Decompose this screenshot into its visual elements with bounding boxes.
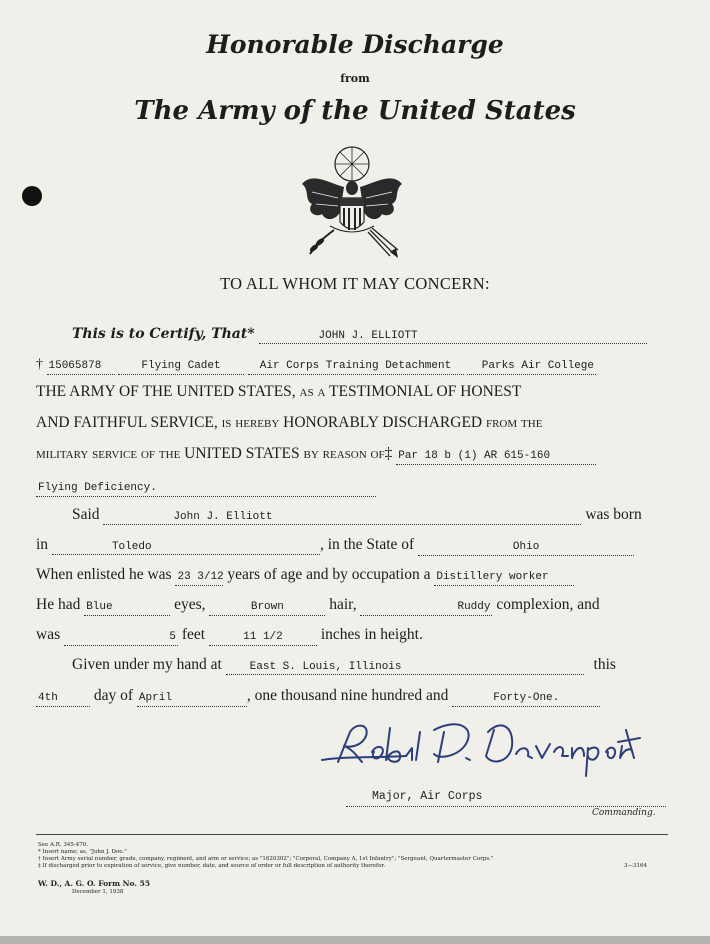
certify-line xyxy=(72,325,647,344)
appearance-line xyxy=(36,596,600,616)
said-line xyxy=(72,506,642,525)
was-born-label: was born xyxy=(585,506,642,523)
occupation-label: years of age and by occupation a xyxy=(227,566,431,583)
title-army-of-united-states: The Army of the United States xyxy=(134,96,576,126)
said-label: Said xyxy=(72,506,100,523)
eyes-label: eyes, xyxy=(174,596,206,613)
reason-value-2: Flying Deficiency. xyxy=(36,481,376,497)
month-value: April xyxy=(137,691,247,707)
reason-value: Par 18 b (1) AR 615-160 xyxy=(396,449,596,465)
inches-value: 11 1/2 xyxy=(209,630,317,646)
date-line xyxy=(36,687,600,707)
footnote-1: * Insert name; as, "John J. Doe." xyxy=(38,849,127,855)
title-from: from xyxy=(340,72,370,85)
paragraph-line-1: THE ARMY OF THE UNITED STATES, as a TESTIMONIAL OF HONEST xyxy=(36,383,522,400)
salutation: TO ALL WHOM IT MAY CONCERN: xyxy=(220,274,490,293)
unit: Air Corps Training Detachment xyxy=(248,359,464,375)
birth-city: Toledo xyxy=(52,540,320,555)
footer-rule xyxy=(36,834,668,835)
given-label: Given under my hand at xyxy=(72,656,222,673)
eyes-value: Blue xyxy=(84,600,170,616)
print-code: 3—3164 xyxy=(624,863,647,869)
paragraph-line-3 xyxy=(36,445,596,465)
birth-state: Ohio xyxy=(418,540,634,556)
grade: Flying Cadet xyxy=(118,359,244,375)
soldier-name-2: John J. Elliott xyxy=(103,510,581,525)
reason-text: military service of the UNITED STATES by reason of xyxy=(36,445,385,462)
form-number: W. D., A. G. O. Form No. 55 xyxy=(38,879,151,888)
state-label: , in the State of xyxy=(319,536,415,553)
footnote-2: † Insert Army serial number, grade, company, regiment, and arm or service; as "1620302"; "Corporal, Company A, 1st Infantry"; "Sergeant, Quartermaster Corps." xyxy=(38,856,494,862)
hair-label: hair, xyxy=(329,596,357,613)
punch-hole xyxy=(22,186,42,206)
inches-label: inches in height. xyxy=(320,626,423,643)
occupation-value: Distillery worker xyxy=(434,570,574,586)
feet-label: feet xyxy=(181,626,206,643)
year-value: Forty-One. xyxy=(452,691,600,707)
this-label: this xyxy=(593,656,616,673)
college: Parks Air College xyxy=(467,359,596,375)
complexion-value: Ruddy xyxy=(360,600,492,616)
page-edge xyxy=(0,936,710,944)
height-line xyxy=(36,626,423,646)
signer-role: Commanding. xyxy=(592,808,656,818)
was-label: was xyxy=(36,626,61,643)
day-of-label: day of xyxy=(93,687,134,704)
hair-value: Brown xyxy=(209,600,325,616)
service-line xyxy=(36,357,596,375)
given-line xyxy=(72,656,616,675)
reason-line-2 xyxy=(36,477,376,497)
reason-mark: ‡ xyxy=(384,445,393,462)
form-date: December 1, 1938 xyxy=(72,889,124,895)
certify-label: This is to Certify, That* xyxy=(72,326,255,342)
complexion-label: complexion, and xyxy=(496,596,600,613)
soldier-name: JOHN J. ELLIOTT xyxy=(259,329,647,344)
feet-value: 5 xyxy=(64,630,178,646)
eagle-seal-icon xyxy=(292,142,412,262)
footnote-ar: See A.R. 345-470. xyxy=(38,842,88,848)
birthplace-line xyxy=(36,536,634,556)
serial-number: 15065878 xyxy=(47,359,115,375)
dagger-mark: † xyxy=(36,357,43,372)
enlisted-label: When enlisted he was xyxy=(36,566,172,583)
signer-rank: Major, Air Corps xyxy=(372,790,483,803)
enlisted-line xyxy=(36,566,574,586)
footnote-3: ‡ If discharged prior to expiration of service, give number, date, and source of order or full description of authority therefor. xyxy=(38,863,386,869)
paragraph-line-2: AND FAITHFUL SERVICE, is hereby HONORABLY DISCHARGED from the xyxy=(36,414,543,431)
signature-image xyxy=(316,712,642,786)
signature-rule xyxy=(346,806,666,807)
he-had-label: He had xyxy=(36,596,81,613)
day-value: 4th xyxy=(36,691,90,707)
in-label: in xyxy=(36,536,49,553)
age-value: 23 3/12 xyxy=(175,570,223,586)
year-label: , one thousand nine hundred and xyxy=(246,687,449,704)
title-honorable-discharge: Honorable Discharge xyxy=(206,30,504,59)
place-value: East S. Louis, Illinois xyxy=(226,660,584,675)
